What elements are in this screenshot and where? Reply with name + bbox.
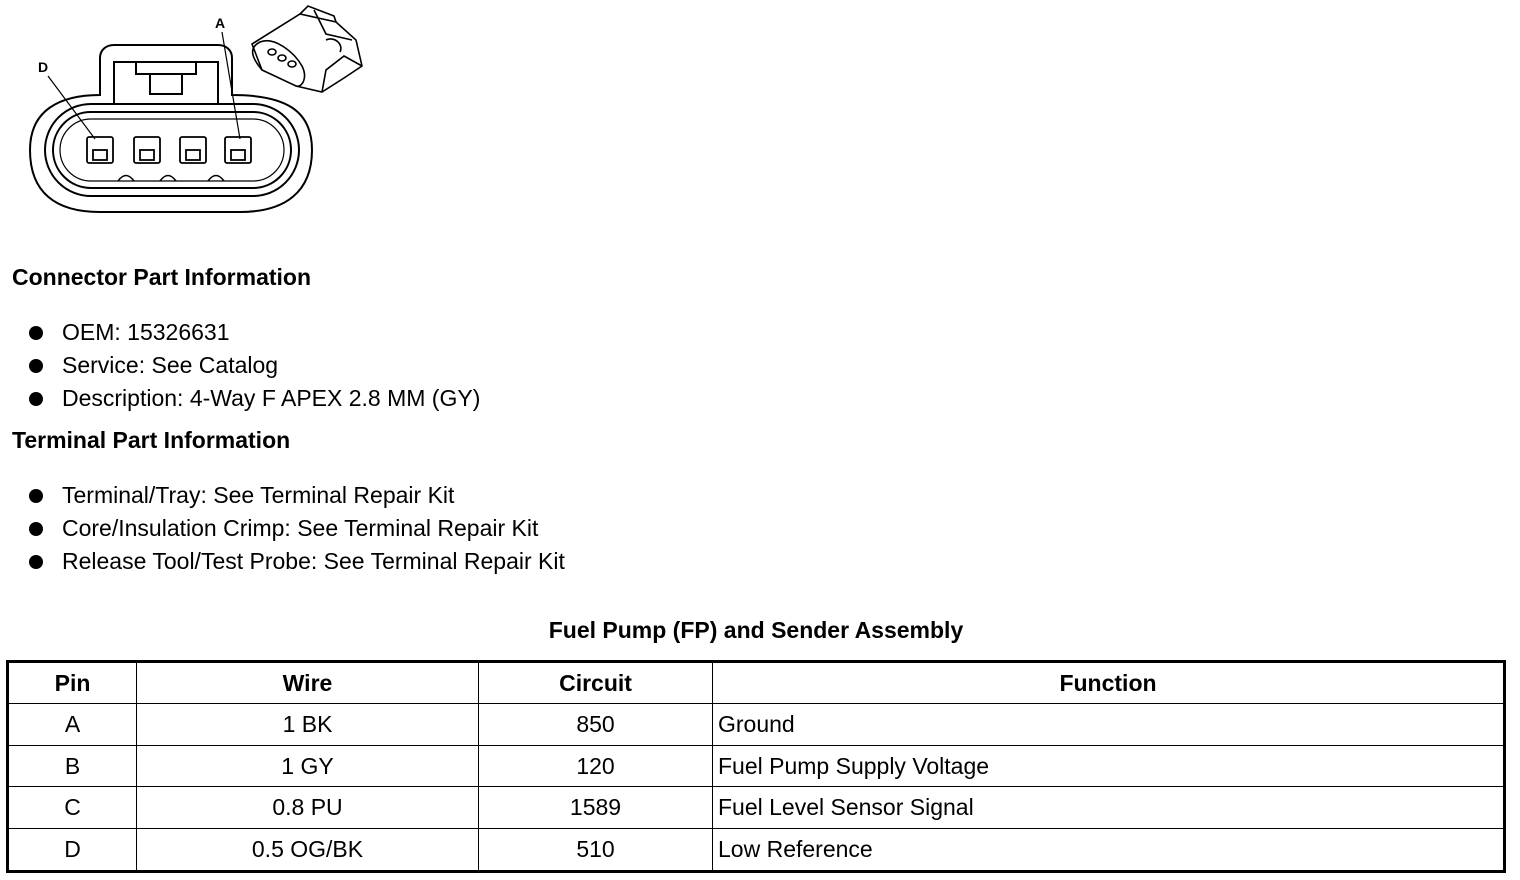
pin-table xyxy=(6,660,1506,873)
cell-circuit: 1589 xyxy=(479,787,713,829)
table-header-row xyxy=(8,662,1505,704)
cell-pin: D xyxy=(8,829,137,872)
connector-face-ring xyxy=(45,104,299,196)
bullet-icon xyxy=(29,392,43,406)
cell-wire: 1 BK xyxy=(137,704,479,746)
terminal-cavities xyxy=(87,137,251,163)
cell-pin: B xyxy=(8,745,137,787)
header-wire: Wire xyxy=(137,662,479,704)
bullet-icon xyxy=(29,555,43,569)
pin-label-d: D xyxy=(38,59,49,75)
header-function: Function xyxy=(713,662,1505,704)
connector-perspective-sketch xyxy=(252,6,362,92)
connector-info-list xyxy=(26,316,480,415)
cell-function: Low Reference xyxy=(713,829,1505,872)
list-item: Release Tool/Test Probe: See Terminal Repair Kit xyxy=(26,545,565,578)
connector-latch xyxy=(114,62,218,103)
table-row xyxy=(8,704,1505,746)
cell-wire: 0.8 PU xyxy=(137,787,479,829)
cell-wire: 0.5 OG/BK xyxy=(137,829,479,872)
leader-line-a xyxy=(222,32,240,139)
connector-info-heading: Connector Part Information xyxy=(12,264,312,290)
list-item: Terminal/Tray: See Terminal Repair Kit xyxy=(26,479,565,512)
connector-outer-shell xyxy=(30,45,312,212)
table-row xyxy=(8,745,1505,787)
connector-face-diagram xyxy=(0,0,380,230)
cell-pin: C xyxy=(8,787,137,829)
list-item: Core/Insulation Crimp: See Terminal Repair Kit xyxy=(26,512,565,545)
leader-line-d xyxy=(48,76,95,139)
list-item: Service: See Catalog xyxy=(26,349,480,382)
bullet-icon xyxy=(29,359,43,373)
table-row xyxy=(8,829,1505,872)
bullet-icon xyxy=(29,489,43,503)
terminal-info-list xyxy=(26,479,565,578)
terminal-info-heading: Terminal Part Information xyxy=(12,427,291,453)
table-title: Fuel Pump (FP) and Sender Assembly xyxy=(548,617,964,643)
cell-circuit: 120 xyxy=(479,745,713,787)
table-row xyxy=(8,787,1505,829)
cell-function: Fuel Pump Supply Voltage xyxy=(713,745,1505,787)
cell-pin: A xyxy=(8,704,137,746)
header-pin: Pin xyxy=(8,662,137,704)
pin-label-a: A xyxy=(215,15,226,31)
list-item: Description: 4-Way F APEX 2.8 MM (GY) xyxy=(26,382,480,415)
bullet-icon xyxy=(29,326,43,340)
header-circuit: Circuit xyxy=(479,662,713,704)
cell-wire: 1 GY xyxy=(137,745,479,787)
bullet-icon xyxy=(29,522,43,536)
list-item: OEM: 15326631 xyxy=(26,316,480,349)
cell-circuit: 510 xyxy=(479,829,713,872)
cell-circuit: 850 xyxy=(479,704,713,746)
cell-function: Fuel Level Sensor Signal xyxy=(713,787,1505,829)
cell-function: Ground xyxy=(713,704,1505,746)
